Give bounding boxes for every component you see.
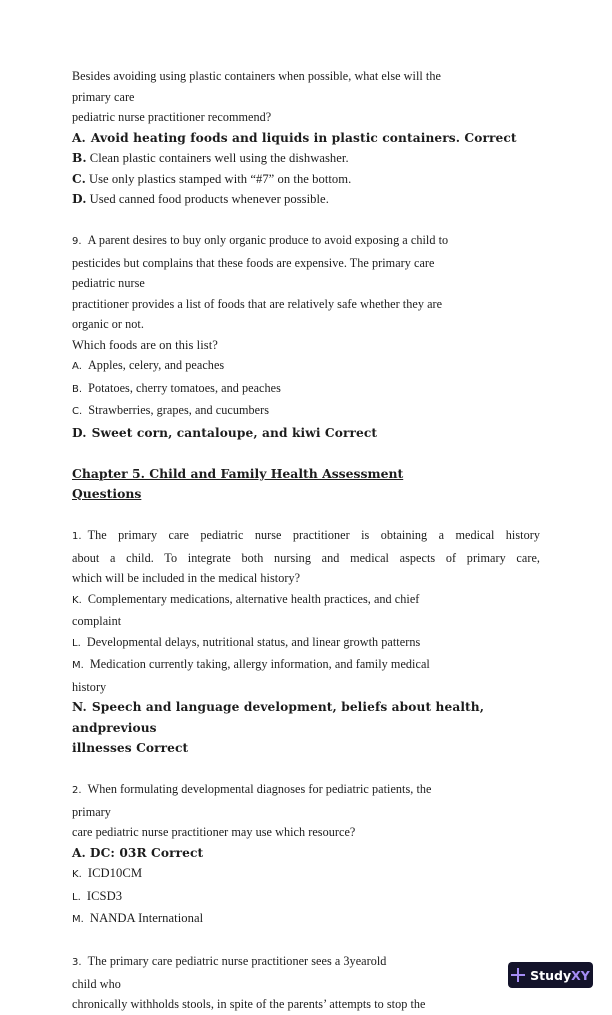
option-label: N. <box>72 700 87 714</box>
spacer <box>72 505 542 526</box>
option-label: C. <box>72 406 83 417</box>
option-text: NANDA International <box>89 911 204 925</box>
chapter-subtitle: Questions <box>72 486 142 501</box>
question-stem-line: primary <box>72 804 111 819</box>
answer-option <box>72 169 542 190</box>
answer-option <box>72 632 542 655</box>
chapter5-question-2 <box>72 779 542 931</box>
answer-option-continuation: complaint <box>72 614 122 628</box>
question-stem-line: primary care <box>72 89 135 104</box>
badge-text-main: Study <box>530 967 572 983</box>
chapter5-question-3 <box>72 951 542 1015</box>
option-label: L. <box>72 637 81 649</box>
answer-option-continuation: illnesses Correct <box>72 741 189 755</box>
answer-option <box>72 908 542 931</box>
option-text: Use only plastics stamped with “#7” on the bottom. <box>88 171 352 186</box>
question-stem-line <box>72 951 542 974</box>
answer-option-correct <box>72 128 542 149</box>
option-label: B. <box>72 151 87 165</box>
spacer <box>72 931 542 952</box>
studyxy-badge[interactable] <box>508 962 593 988</box>
option-text: Medication currently taking, allergy information, and family medical <box>89 657 430 671</box>
stem-text: A parent desires to buy only organic produce to avoid exposing a child to <box>87 233 449 247</box>
option-label: M. <box>72 914 84 925</box>
option-label: C. <box>72 171 86 186</box>
stem-text: The primary care pediatric nurse practitioner sees a 3yearold <box>87 954 387 968</box>
question-number: 1. <box>72 531 82 542</box>
plus-icon <box>511 968 525 982</box>
option-text: Strawberries, grapes, and cucumbers <box>88 403 270 417</box>
answer-option-continuation: andprevious <box>72 720 157 735</box>
option-label: M. <box>72 660 84 671</box>
answer-option <box>72 886 542 909</box>
question-stem-line: child who <box>72 976 121 991</box>
option-text: Clean plastic containers well using the dishwasher. <box>89 151 349 165</box>
spacer <box>72 443 542 464</box>
question-stem-line: pediatric nurse practitioner recommend? <box>72 110 272 124</box>
answer-option <box>72 589 542 612</box>
answer-option-correct <box>72 697 542 718</box>
question-stem-line: Which foods are on this list? <box>72 337 218 352</box>
answer-option <box>72 355 542 378</box>
spacer <box>72 210 542 231</box>
question-stem-line: pediatric nurse <box>72 276 145 290</box>
chapter-heading <box>72 464 542 505</box>
option-text: Complementary medications, alternative health practices, and chief <box>87 591 420 606</box>
option-label: K. <box>72 594 82 606</box>
answer-option <box>72 148 542 169</box>
answer-option <box>72 654 542 677</box>
option-label: A. <box>72 130 86 145</box>
question-stem-line: care pediatric nurse practitioner may use which resource? <box>72 825 356 839</box>
badge-text-accent: XY <box>571 967 590 983</box>
option-label: L. <box>72 891 81 903</box>
question-stem-line: practitioner provides a list of foods that are relatively safe whether they are <box>72 296 443 311</box>
option-label: D. <box>72 425 87 440</box>
answer-option <box>72 189 542 210</box>
answer-option <box>72 863 542 886</box>
question-stem-line: which will be included in the medical history? <box>72 571 301 585</box>
option-text: ICD10CM <box>87 866 143 880</box>
option-text: Used canned food products whenever possible. <box>89 192 329 206</box>
stem-text: The primary care pediatric nurse practitioner is obtaining a medical history <box>87 528 540 542</box>
option-text: Sweet corn, cantaloupe, and kiwi Correct <box>91 425 378 440</box>
answer-option <box>72 400 542 423</box>
question-stem-line: pesticides but complains that these foods are expensive. The primary care <box>72 255 435 270</box>
question-stem-line: organic or not. <box>72 317 144 331</box>
chapter-title: Chapter 5. Child and Family Health Assessment <box>72 465 404 481</box>
document-page <box>72 66 542 1015</box>
option-text: Apples, celery, and peaches <box>87 358 225 372</box>
question-stem-line <box>72 779 542 802</box>
option-text: ICSD3 <box>86 888 123 903</box>
question-stem-line <box>72 525 540 548</box>
question-number: 9. <box>72 236 82 247</box>
option-label: D. <box>72 192 87 206</box>
question-9 <box>72 230 542 443</box>
option-text: Potatoes, cherry tomatoes, and peaches <box>88 380 281 395</box>
stem-text: When formulating developmental diagnoses for pediatric patients, the <box>87 782 432 796</box>
option-label: A. <box>72 845 86 860</box>
question-8 <box>72 66 542 210</box>
question-stem-line <box>72 230 542 253</box>
option-text: Speech and language development, beliefs about health, <box>91 700 485 714</box>
question-stem-line: chronically withholds stools, in spite of the parents’ attempts to stop the <box>72 997 426 1011</box>
spacer <box>72 759 542 780</box>
question-stem-line: about a child. To integrate both nursing and medical aspects of primary care, <box>72 550 540 565</box>
answer-option-correct <box>72 843 542 864</box>
chapter5-question-1 <box>72 525 542 759</box>
option-text: DC: 03R Correct <box>89 845 204 860</box>
question-number: 3. <box>72 957 82 968</box>
answer-option-correct <box>72 423 542 444</box>
option-text: Developmental delays, nutritional status, and linear growth patterns <box>86 634 421 649</box>
option-label: A. <box>72 361 82 372</box>
option-label: B. <box>72 383 83 395</box>
answer-option <box>72 378 542 401</box>
option-text: Avoid heating foods and liquids in plastic containers. Correct <box>90 130 517 145</box>
question-number: 2. <box>72 785 82 796</box>
question-stem-line: Besides avoiding using plastic containers when possible, what else will the <box>72 69 441 83</box>
answer-option-continuation: history <box>72 679 107 694</box>
option-label: K. <box>72 869 82 880</box>
